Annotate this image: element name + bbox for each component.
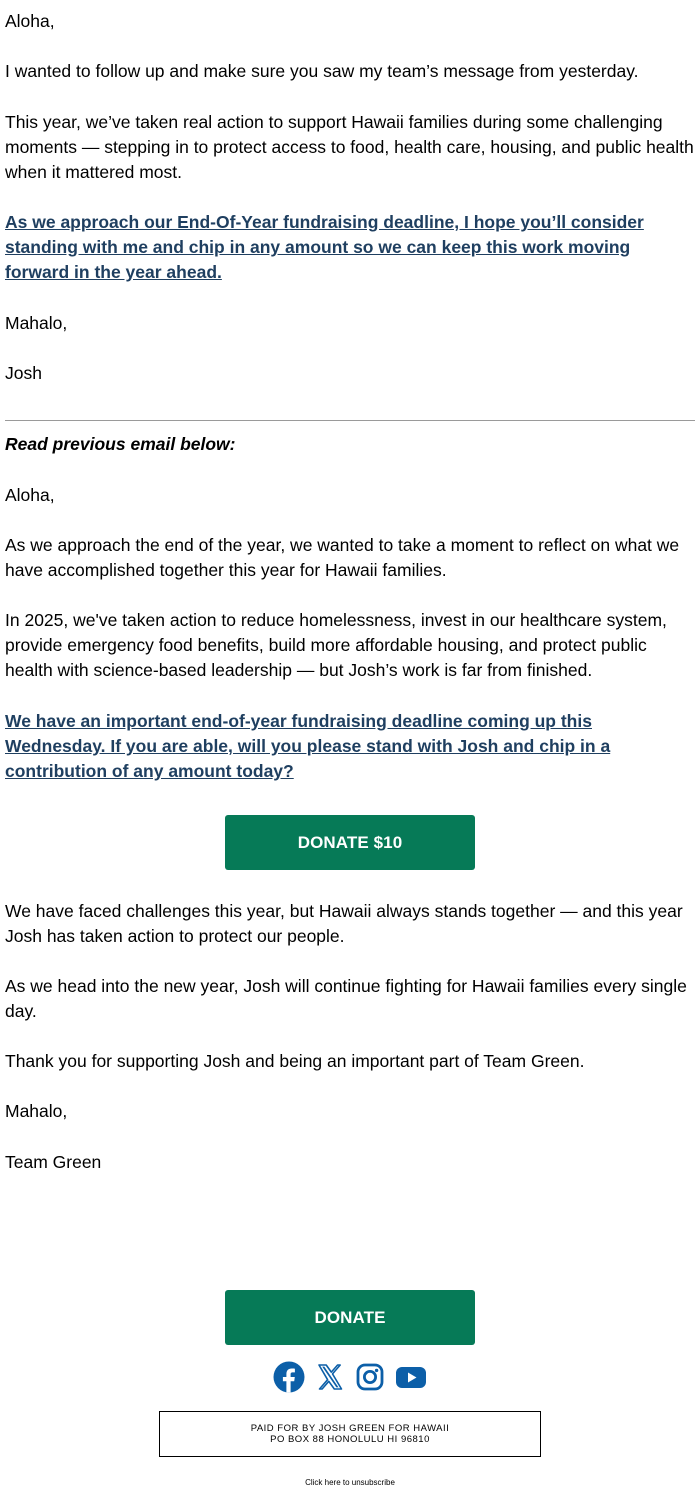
social-links [272,1360,428,1394]
cta-link[interactable]: As we approach our End-Of-Year fundraising deadline, I hope you’ll consider standing with me and chip in any amount so we can keep this work moving forward in the year ahead. [5,212,644,282]
address-line: PO BOX 88 HONOLULU HI 96810 [270,1434,430,1445]
instagram-icon [353,1360,387,1394]
reflect-paragraph: As we approach the end of the year, we wanted to take a moment to reflect on what we have accomplished together this year for Hawaii families. [5,535,680,580]
donate-button[interactable]: DONATE [225,1290,475,1345]
follow-up-paragraph: I wanted to follow up and make sure you saw my team’s message from yesterday. [5,61,639,81]
challenges-paragraph: We have faced challenges this year, but Hawaii always stands together — and this year Josh has taken action to protect our people. [5,901,683,946]
greeting: Aloha, [5,11,55,31]
deadline-paragraph [5,709,695,784]
new-year-paragraph: As we head into the new year, Josh will continue fighting for Hawaii families every single day. [5,976,687,1021]
closing: Mahalo, [5,313,68,333]
instagram-link[interactable] [353,1360,387,1394]
donate-10-button[interactable]: DONATE $10 [225,815,475,870]
paid-for-disclaimer [159,1411,541,1457]
x-icon [313,1360,347,1394]
deadline-cta-link[interactable]: We have an important end-of-year fundraising deadline coming up this Wednesday. If you are able, will you please stand with Josh and chip in a contribution of any amount today? [5,711,611,781]
action-paragraph: This year, we’ve taken real action to support Hawaii families during some challenging moments — stepping in to protect access to food, health care, housing, and public health when it mattered most. [5,112,694,182]
accomplishments-paragraph: In 2025, we've taken action to reduce homelessness, invest in our healthcare system, provide emergency food benefits, build more affordable housing, and protect public health with science-based leadership — but Josh’s work is far from finished. [5,610,667,680]
youtube-icon [394,1360,428,1394]
cta-paragraph [5,210,695,285]
facebook-link[interactable] [272,1360,306,1394]
signature: Josh [5,363,42,383]
unsubscribe-link[interactable]: Click here to unsubscribe [305,1478,395,1487]
facebook-icon [272,1360,306,1394]
youtube-link[interactable] [394,1360,428,1394]
thank-you-paragraph: Thank you for supporting Josh and being an important part of Team Green. [5,1051,585,1071]
divider [5,420,695,421]
paid-for-line: PAID FOR BY JOSH GREEN FOR HAWAII [250,1423,450,1434]
previous-closing: Mahalo, [5,1101,68,1121]
previous-greeting: Aloha, [5,485,55,505]
x-link[interactable] [313,1360,347,1394]
previous-signature: Team Green [5,1152,102,1172]
previous-email-label: Read previous email below: [5,434,236,454]
